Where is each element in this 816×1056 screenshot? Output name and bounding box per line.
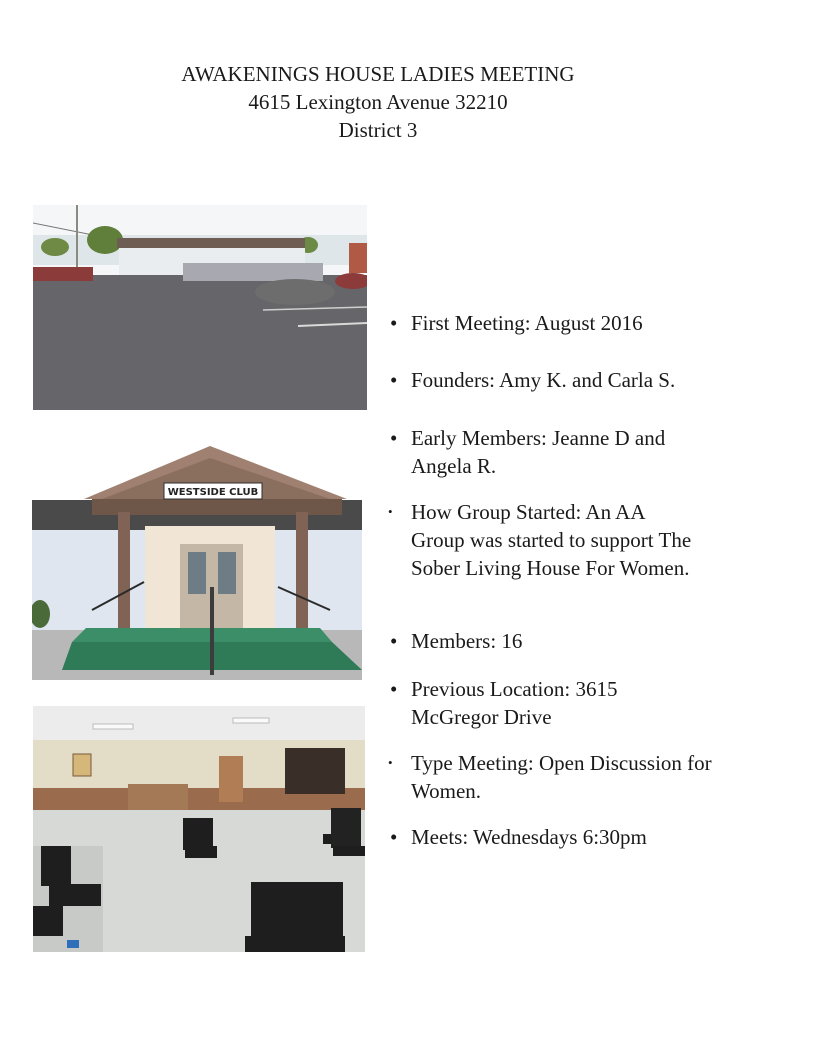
fact-previous-location: • Previous Location: 3615 McGregor Drive [390, 677, 618, 729]
fact-members: • Members: 16 [390, 629, 523, 653]
fact-meeting-type: • Type Meeting: Open Discussion for Women. [388, 751, 712, 803]
page-header [0, 60, 756, 144]
fact-how-started: • How Group Started: An AA Group was started to support The Sober Living House For Women. [388, 500, 692, 580]
bullet: • [390, 426, 398, 450]
bullet: • [390, 629, 398, 653]
district-label: District 3 [338, 118, 418, 142]
bullet: • [390, 825, 398, 849]
fact-founders: • Founders: Amy K. and Carla S. [390, 368, 676, 392]
fact-first-meeting: • First Meeting: August 2016 [390, 311, 643, 335]
parking-lot-photo [33, 205, 367, 410]
fact-meets: • Meets: Wednesdays 6:30pm [390, 825, 647, 849]
bullet: • [390, 311, 398, 335]
building-entrance-photo [32, 442, 362, 680]
fact-early-members: • Early Members: Jeanne D and Angela R. [390, 426, 666, 478]
meeting-address: 4615 Lexington Avenue 32210 [248, 90, 508, 114]
bullet: • [388, 504, 393, 519]
bullet: • [390, 368, 398, 392]
meeting-room-photo [33, 706, 365, 952]
bullet: • [388, 755, 393, 770]
building-sign: WESTSIDE CLUB [167, 487, 259, 498]
bullet: • [390, 677, 398, 701]
page-title: AWAKENINGS HOUSE LADIES MEETING [181, 62, 575, 86]
